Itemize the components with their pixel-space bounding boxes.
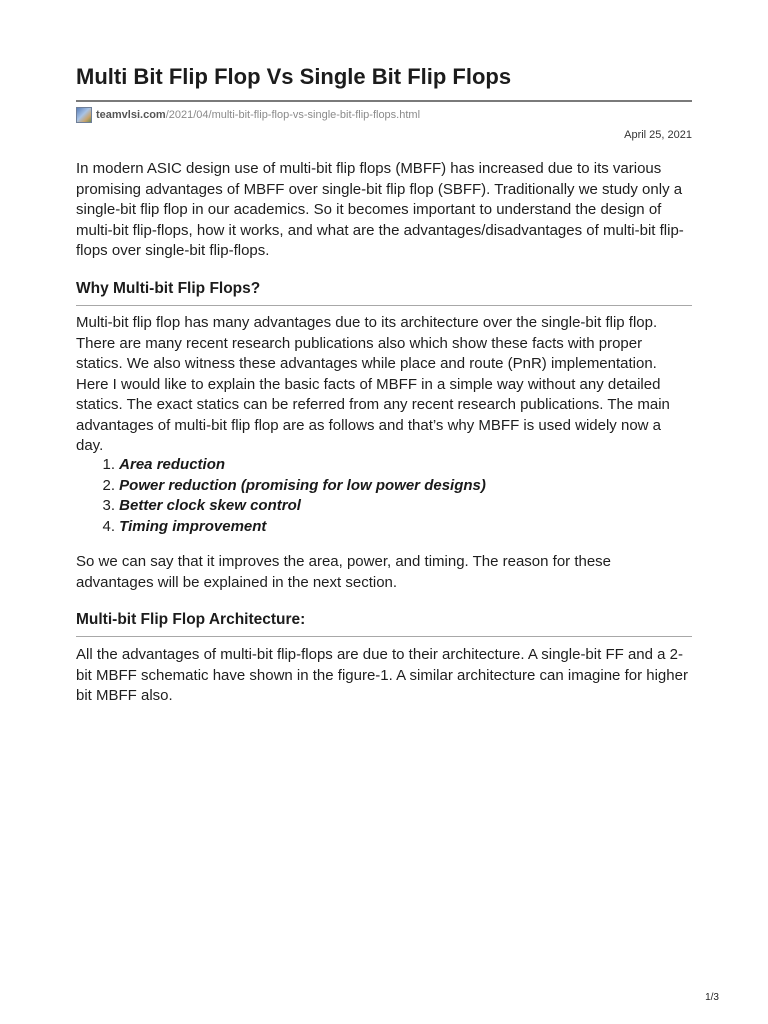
list-item-number: 1. [102, 456, 115, 473]
source-path[interactable]: /2021/04/multi-bit-flip-flop-vs-single-bit-flip-flops.html [165, 109, 421, 121]
list-item [76, 496, 486, 517]
list-item-number: 3. [102, 497, 115, 514]
list-item-text: Power reduction (promising for low power designs) [119, 476, 486, 494]
section-divider-why [76, 305, 692, 306]
list-item [76, 517, 486, 538]
summary-paragraph: So we can say that it improves the area, power, and timing. The reason for these advantages will be explained in the next section. [76, 553, 612, 591]
publish-date: April 25, 2021 [624, 129, 692, 141]
architecture-paragraph: All the advantages of multi-bit flip-flops are due to their architecture. A single-bit FF and a 2-bit MBFF schematic have shown in the figure-1. A similar architecture can imagine for higher bit MBFF also. [76, 646, 688, 704]
section-heading-architecture: Multi-bit Flip Flop Architecture: [76, 611, 306, 628]
source-domain[interactable]: teamvlsi.com [96, 109, 166, 121]
why-paragraph: Multi-bit flip flop has many advantages due to its architecture over the single-bit flip flop. There are many recent research publications also which show these facts with proper statics. We also witness these advantages while place and route (PnR) implementation. Here I would like to explain the basic facts of MBFF in a simple way without any detailed statics. The exact statics can be referred from any recent research publications. The main advantages of multi-bit flip flop are as follows and that’s why MBFF is used widely now a day. [76, 314, 670, 454]
list-item-text: Timing improvement [119, 517, 267, 535]
section-heading-why: Why Multi-bit Flip Flops? [76, 280, 261, 297]
section-divider-architecture [76, 636, 692, 637]
list-item [76, 455, 486, 476]
list-item-text: Area reduction [119, 456, 226, 473]
page-number: 1/3 [705, 992, 719, 1003]
list-item-text: Better clock skew control [119, 497, 301, 514]
source-link[interactable] [76, 106, 420, 124]
advantages-list [76, 455, 486, 537]
site-favicon-icon [76, 107, 92, 123]
list-item-number: 2. [102, 476, 115, 494]
title-divider [76, 100, 692, 102]
intro-paragraph: In modern ASIC design use of multi-bit flip flops (MBFF) has increased due to its various promising advantages of MBFF over single-bit flip flop (SBFF). Traditionally we study only a single-bit flip flop in our academics. So it becomes important to understand the design of multi-bit flip-flops, how it works, and what are the advantages/disadvantages of multi-bit flip-flops over single-bit flip-flops. [76, 160, 684, 259]
list-item-number: 4. [102, 517, 115, 535]
article-title: Multi Bit Flip Flop Vs Single Bit Flip Flops [76, 64, 512, 89]
list-item [76, 476, 486, 497]
